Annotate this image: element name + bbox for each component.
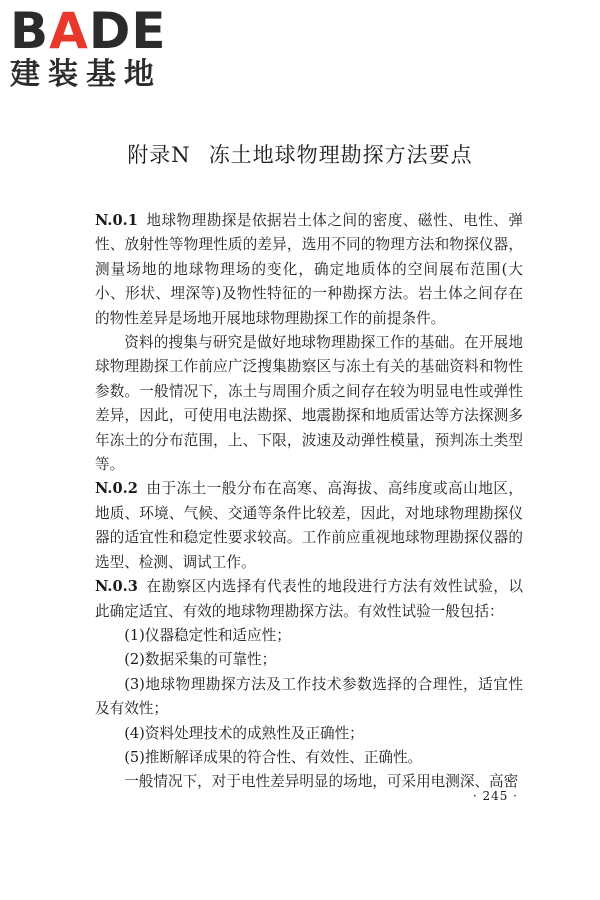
logo-letter-b: B [10,2,50,60]
list-item [95,673,523,722]
list-item [95,624,523,648]
logo-letters-de: DE [88,2,167,60]
list-item-text: (5)推断解译成果的符合性、有效性、正确性。 [124,748,423,766]
list-item-text: (2)数据采集的可靠性； [124,651,277,669]
appendix-title [0,140,600,170]
clause-text: 在勘察区内选择有代表性的地段进行方法有效性试验，以此确定适宜、有效的地球物理勘探方法。有效性试验一般包括： [95,578,523,620]
list-item [95,648,523,672]
paragraph-text: 一般情况下，对于电性差异明显的场地，可采用电测深、高密 [124,773,519,791]
clause-n03 [95,575,523,624]
clause-text: 由于冻土一般分布在高寒、高海拔、高纬度或高山地区，地质、环境、气候、交通等条件比较差，因此，对地球物理勘探仪器的适宜性和稳定性要求较高。工作前应重视地球物理勘探仪器的选型、检测、调试工作。 [95,480,523,571]
document-body [95,209,523,795]
list-item-text: (4)资料处理技术的成熟性及正确性； [124,724,364,742]
paragraph-text: 资料的搜集与研究是做好地球物理勘探工作的基础。在开展地球物理勘探工作前应广泛搜集勘察区与冻土有关的基础资料和物性参数。一般情况下，冻土与周围介质之间存在较为明显电性或弹性差异，因此，可使用电法勘探、地震勘探和地质雷达等方法探测多年冻土的分布范围，上、下限，波速及动弹性模量，预判冻土类型等。 [95,334,523,474]
paragraph [95,331,523,477]
appendix-heading-text: 冻土地球物理勘探方法要点 [208,143,473,167]
clause-n02 [95,477,523,575]
list-item-text: (3)地球物理勘探方法及工作技术参数选择的合理性，适宜性及有效性； [95,675,523,718]
clause-number: N.0.1 [95,212,138,229]
paragraph [95,770,523,794]
clause-text: 地球物理勘探是依据岩土体之间的密度、磁性、电性、弹性、放射性等物理性质的差异，选用不同的物理方法和物探仪器，测量场地的地球物理场的变化，确定地质体的空间展布范围(大小、形状、埋深等)及物性特征的一种勘探方法。岩土体之间存在的物性差异是场地开展地球物理勘探工作的前提条件。 [95,212,523,327]
clause-number: N.0.2 [95,480,138,498]
list-item [95,722,523,746]
list-item-text: (1)仪器稳定性和适应性； [124,626,291,644]
clause-n01 [95,209,523,331]
page-number: · 245 · [472,789,518,803]
logo-letter-a: A [49,2,89,60]
brand-logo [10,2,180,92]
logo-wordmark [10,2,180,60]
appendix-label: 附录N [127,143,191,167]
logo-chinese-text: 建装基地 [10,57,162,92]
clause-number: N.0.3 [95,578,138,596]
list-item [95,746,523,770]
